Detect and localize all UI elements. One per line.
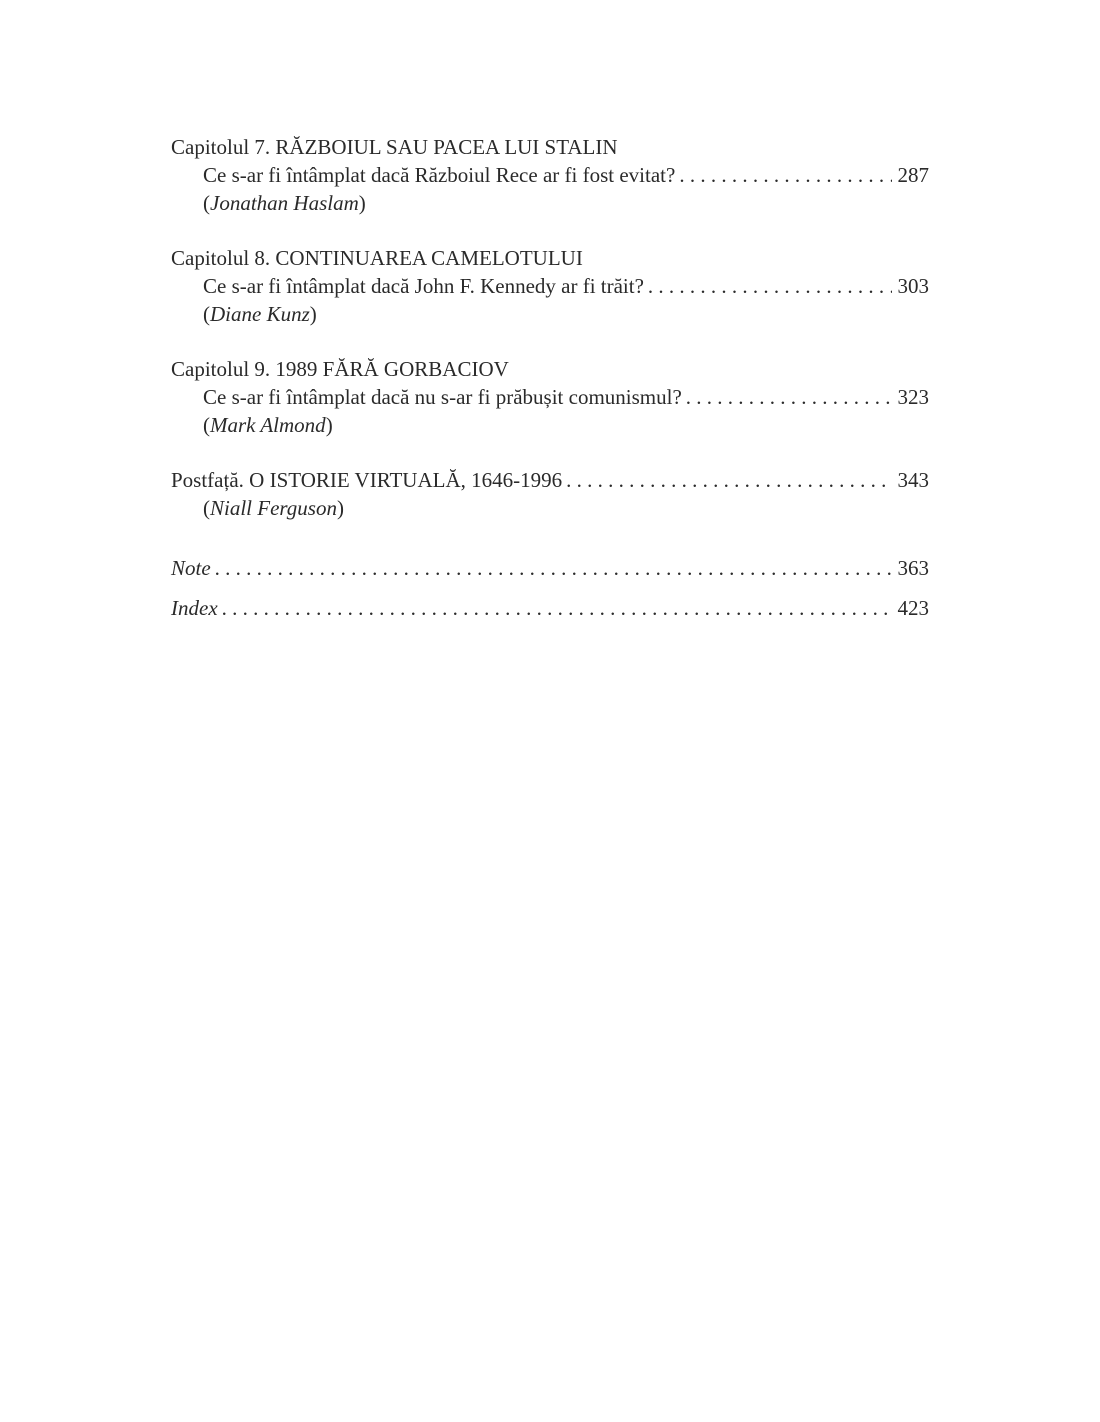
chapter-title-line bbox=[171, 161, 929, 189]
dot-leader bbox=[686, 383, 892, 411]
notes-title: Note bbox=[171, 556, 211, 580]
chapter-heading bbox=[171, 244, 929, 272]
dot-leader bbox=[648, 272, 892, 300]
chapter-heading bbox=[171, 133, 929, 161]
chapter-title: Ce s-ar fi întâmplat dacă John F. Kennedy ar fi trăit? bbox=[203, 274, 644, 298]
notes-line bbox=[171, 554, 929, 582]
toc-entry-chapter-8 bbox=[171, 244, 929, 328]
chapter-author-line: ( Mark Almond ) bbox=[203, 413, 333, 437]
dot-leader bbox=[566, 466, 891, 494]
chapter-title: Ce s-ar fi întâmplat dacă Războiul Rece ar fi fost evitat? bbox=[203, 163, 676, 187]
chapter-author: Diane Kunz bbox=[210, 302, 310, 326]
postface-title: Postfață. O ISTORIE VIRTUALĂ, 1646-1996 bbox=[171, 468, 563, 492]
chapter-heading-text: Capitolul 8. CONTINUAREA CAMELOTULUI bbox=[171, 246, 583, 270]
page-number: 287 bbox=[897, 163, 929, 187]
chapter-heading-text: Capitolul 9. 1989 FĂRĂ GORBACIOV bbox=[171, 357, 509, 381]
chapter-title-line bbox=[171, 383, 929, 411]
chapter-author: Mark Almond bbox=[210, 413, 326, 437]
postface-author-line: ( Niall Ferguson ) bbox=[203, 496, 344, 520]
page-number: 303 bbox=[897, 274, 929, 298]
index-line bbox=[171, 594, 929, 622]
chapter-title: Ce s-ar fi întâmplat dacă nu s-ar fi prăbușit comunismul? bbox=[203, 385, 682, 409]
table-of-contents bbox=[171, 133, 929, 634]
chapter-author: Jonathan Haslam bbox=[210, 191, 359, 215]
dot-leader bbox=[679, 161, 891, 189]
toc-entry-notes bbox=[171, 554, 929, 582]
postface-title-line bbox=[171, 466, 929, 494]
toc-entry-chapter-9 bbox=[171, 355, 929, 439]
index-title: Index bbox=[171, 596, 218, 620]
chapter-author-line: ( Diane Kunz ) bbox=[203, 302, 317, 326]
page-number: 363 bbox=[897, 556, 929, 580]
page-number: 323 bbox=[897, 385, 929, 409]
dot-leader bbox=[215, 554, 892, 582]
postface-author: Niall Ferguson bbox=[210, 496, 337, 520]
page-number: 423 bbox=[897, 596, 929, 620]
toc-entry-chapter-7 bbox=[171, 133, 929, 217]
chapter-author-line: ( Jonathan Haslam ) bbox=[203, 191, 366, 215]
chapter-title-line bbox=[171, 272, 929, 300]
dot-leader bbox=[222, 594, 892, 622]
chapter-heading bbox=[171, 355, 929, 383]
chapter-heading-text: Capitolul 7. RĂZBOIUL SAU PACEA LUI STALIN bbox=[171, 135, 618, 159]
toc-entry-postface bbox=[171, 466, 929, 522]
page-number: 343 bbox=[897, 468, 929, 492]
toc-entry-index bbox=[171, 594, 929, 622]
